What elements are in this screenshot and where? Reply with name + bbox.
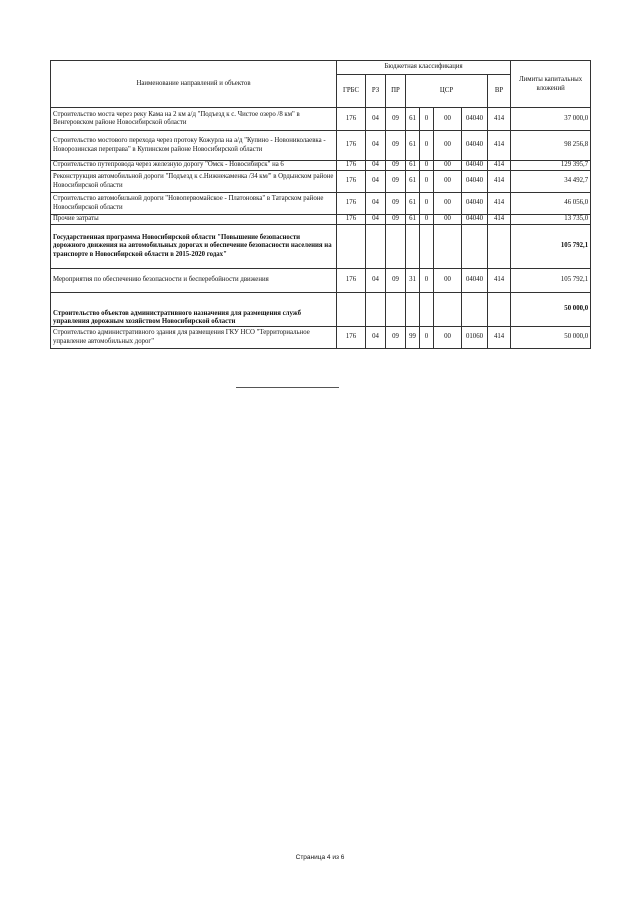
row-csr-3: 00 <box>434 215 462 225</box>
row-csr-3: 00 <box>434 327 462 349</box>
row-rz: 04 <box>366 269 386 293</box>
row-vr: 414 <box>488 161 511 171</box>
row-grbs: 176 <box>337 193 366 215</box>
row-csr-4 <box>462 225 488 269</box>
row-csr-3: 00 <box>434 108 462 131</box>
row-csr-1 <box>406 293 420 327</box>
row-amount: 98 256,8 <box>511 131 591 161</box>
budget-table <box>50 60 591 349</box>
row-pr: 09 <box>386 171 406 193</box>
row-rz: 04 <box>366 193 386 215</box>
row-csr-4: 04040 <box>462 108 488 131</box>
row-csr-3 <box>434 225 462 269</box>
row-amount: 34 492,7 <box>511 171 591 193</box>
row-csr-2: 0 <box>420 131 434 161</box>
row-name: Мероприятия по обеспечению безопасности и бесперебойности движения <box>51 269 337 293</box>
row-csr-4: 04040 <box>462 269 488 293</box>
row-csr-2: 0 <box>420 108 434 131</box>
table-row <box>51 193 591 215</box>
row-amount: 105 792,1 <box>511 269 591 293</box>
row-csr-4: 04040 <box>462 161 488 171</box>
row-csr-2: 0 <box>420 327 434 349</box>
row-amount: 105 792,1 <box>511 225 591 269</box>
row-vr <box>488 225 511 269</box>
row-csr-3: 00 <box>434 161 462 171</box>
header-name: Наименование направлений и объектов <box>51 61 337 108</box>
row-amount: 46 056,0 <box>511 193 591 215</box>
table-row <box>51 161 591 171</box>
table-row <box>51 327 591 349</box>
row-rz: 04 <box>366 327 386 349</box>
row-name: Государственная программа Новосибирской области "Повышение безопасности дорожного движения на автомобильных дорогах и обеспечение безопасности населения на транспорте в Новосибирской области в 2015-2020 годах" <box>51 225 337 269</box>
row-vr: 414 <box>488 171 511 193</box>
row-csr-3: 00 <box>434 171 462 193</box>
row-amount: 13 735,0 <box>511 215 591 225</box>
row-csr-1 <box>406 225 420 269</box>
row-rz <box>366 293 386 327</box>
row-name: Строительство автомобильной дороги "Новопервомайское - Платоновка" в Татарском районе Новосибирской области <box>51 193 337 215</box>
table-row <box>51 215 591 225</box>
row-rz <box>366 225 386 269</box>
page-number: Страница 4 из 6 <box>295 854 345 861</box>
row-vr: 414 <box>488 327 511 349</box>
row-csr-3 <box>434 293 462 327</box>
row-vr: 414 <box>488 131 511 161</box>
row-name: Строительство объектов административного назначения для размещения служб управления дорожным хозяйством Новосибирской области <box>51 293 337 327</box>
table-row <box>51 269 591 293</box>
row-csr-4 <box>462 293 488 327</box>
row-grbs: 176 <box>337 269 366 293</box>
row-csr-1: 61 <box>406 193 420 215</box>
row-rz: 04 <box>366 215 386 225</box>
row-grbs: 176 <box>337 327 366 349</box>
row-csr-3: 00 <box>434 131 462 161</box>
row-name: Прочие затраты <box>51 215 337 225</box>
row-csr-2: 0 <box>420 171 434 193</box>
row-csr-4: 04040 <box>462 215 488 225</box>
row-vr: 414 <box>488 215 511 225</box>
row-rz: 04 <box>366 161 386 171</box>
row-grbs: 176 <box>337 131 366 161</box>
row-pr: 09 <box>386 215 406 225</box>
table-row <box>51 108 591 131</box>
table-row <box>51 131 591 161</box>
row-name: Реконструкция автомобильной дороги "Подъезд к с.Нижнекаменка /34 км/" в Ордынском районе Новосибирской области <box>51 171 337 193</box>
row-pr: 09 <box>386 161 406 171</box>
row-pr <box>386 293 406 327</box>
row-pr: 09 <box>386 108 406 131</box>
row-amount: 50 000,0 <box>511 293 591 327</box>
table-row <box>51 171 591 193</box>
row-vr: 414 <box>488 269 511 293</box>
row-pr: 09 <box>386 269 406 293</box>
row-csr-2: 0 <box>420 215 434 225</box>
row-csr-2: 0 <box>420 161 434 171</box>
header-csr: ЦСР <box>406 75 488 108</box>
row-grbs: 176 <box>337 171 366 193</box>
header-grbs: ГРБС <box>337 75 366 108</box>
row-csr-4: 04040 <box>462 131 488 161</box>
row-csr-4: 04040 <box>462 171 488 193</box>
row-rz: 04 <box>366 108 386 131</box>
row-rz: 04 <box>366 171 386 193</box>
table-row <box>51 225 591 269</box>
row-pr: 09 <box>386 131 406 161</box>
row-amount: 50 000,0 <box>511 327 591 349</box>
row-csr-1: 31 <box>406 269 420 293</box>
row-grbs: 176 <box>337 108 366 131</box>
row-csr-2 <box>420 293 434 327</box>
row-grbs: 176 <box>337 161 366 171</box>
row-vr: 414 <box>488 193 511 215</box>
row-pr: 09 <box>386 327 406 349</box>
row-csr-4: 04040 <box>462 193 488 215</box>
row-grbs <box>337 293 366 327</box>
row-csr-4: 01060 <box>462 327 488 349</box>
row-pr <box>386 225 406 269</box>
row-csr-2: 0 <box>420 269 434 293</box>
row-name: Строительство административного здания для размещения ГКУ НСО "Территориальное управление автомобильных дорог" <box>51 327 337 349</box>
row-csr-1: 61 <box>406 215 420 225</box>
row-amount: 129 395,7 <box>511 161 591 171</box>
header-budget-classification: Бюджетная классификация <box>337 61 511 75</box>
header-rz: РЗ <box>366 75 386 108</box>
row-vr: 414 <box>488 108 511 131</box>
row-csr-3: 00 <box>434 193 462 215</box>
row-amount: 37 000,0 <box>511 108 591 131</box>
row-csr-3: 00 <box>434 269 462 293</box>
row-csr-1: 61 <box>406 161 420 171</box>
header-vr: ВР <box>488 75 511 108</box>
row-csr-1: 99 <box>406 327 420 349</box>
row-csr-2 <box>420 225 434 269</box>
row-grbs: 176 <box>337 215 366 225</box>
row-rz: 04 <box>366 131 386 161</box>
row-grbs <box>337 225 366 269</box>
header-pr: ПР <box>386 75 406 108</box>
row-pr: 09 <box>386 193 406 215</box>
divider-line <box>236 387 339 388</box>
row-csr-1: 61 <box>406 131 420 161</box>
row-name: Строительство моста через реку Кама на 2 км а/д "Подъезд к с. Чистое озеро /8 км" в Венгеровском районе Новосибирской области <box>51 108 337 131</box>
row-csr-1: 61 <box>406 171 420 193</box>
row-name: Строительство путепровода через железную дорогу "Омск - Новосибирск" на 6 <box>51 161 337 171</box>
header-limits: Лимиты капитальных вложений <box>511 61 591 108</box>
row-vr <box>488 293 511 327</box>
row-csr-2: 0 <box>420 193 434 215</box>
table-row <box>51 293 591 327</box>
row-name: Строительство мостового перехода через протоку Кожурла на а/д "Купино - Новониколаевка - Новорозинская переправа" в Купинском районе Новосибирской области <box>51 131 337 161</box>
row-csr-1: 61 <box>406 108 420 131</box>
